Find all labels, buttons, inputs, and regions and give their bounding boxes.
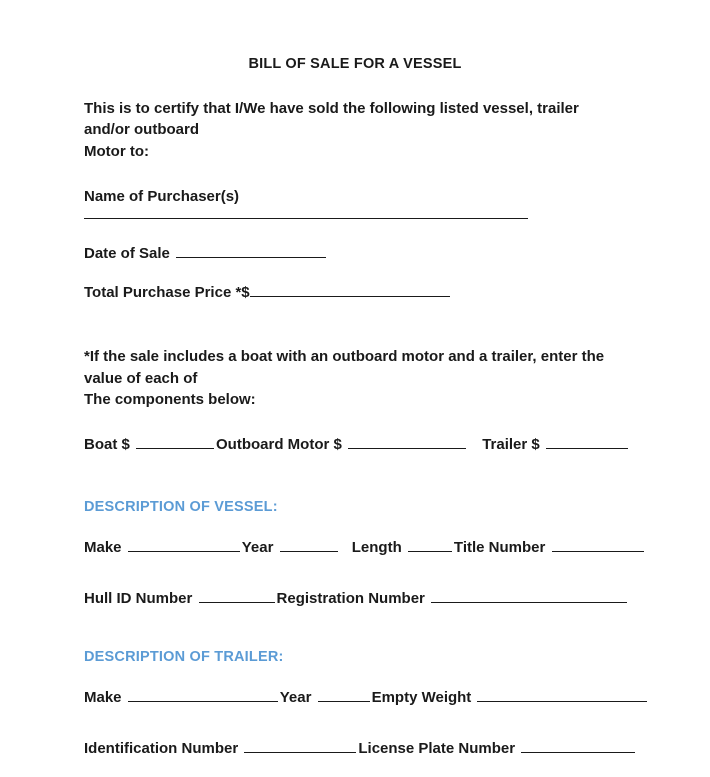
- outboard-label: Outboard Motor $: [216, 436, 342, 454]
- trailer-year-label: Year: [279, 688, 312, 706]
- license-plate-label: License Plate Number: [358, 739, 516, 757]
- identification-number-label: Identification Number: [84, 739, 239, 757]
- intro-paragraph-line1: This is to certify that I/We have sold the following listed vessel, trailer and/or outboard: [84, 100, 579, 139]
- vessel-title-number-field[interactable]: [552, 551, 644, 552]
- trailer-label: Trailer $: [482, 436, 540, 454]
- identification-number-field[interactable]: [244, 752, 356, 753]
- boat-value-field[interactable]: [136, 448, 214, 449]
- intro-paragraph-line2: Motor to:: [84, 142, 149, 160]
- spacer: [84, 304, 626, 346]
- trailer-make-field[interactable]: [128, 701, 278, 702]
- trailer-make-label: Make: [84, 688, 122, 706]
- spacer: [84, 556, 626, 590]
- license-plate-field[interactable]: [521, 752, 635, 753]
- spacer: [84, 706, 626, 740]
- vessel-hull-row: [84, 590, 626, 607]
- vessel-year-label: Year: [241, 538, 274, 556]
- trailer-empty-weight-label: Empty Weight: [371, 688, 472, 706]
- document-body: [0, 98, 710, 757]
- boat-label: Boat $: [84, 436, 130, 454]
- spacer: [84, 607, 626, 649]
- spacer: [84, 665, 626, 689]
- date-of-sale-label: Date of Sale: [84, 245, 170, 263]
- hull-id-field[interactable]: [199, 602, 275, 603]
- total-price-label: Total Purchase Price *$: [84, 283, 250, 301]
- date-of-sale-row: [84, 243, 626, 266]
- total-price-field[interactable]: [250, 296, 450, 297]
- date-of-sale-field[interactable]: [176, 257, 326, 258]
- purchaser-label: Name of Purchaser(s): [84, 187, 240, 205]
- vessel-year-field[interactable]: [280, 551, 338, 552]
- outboard-value-field[interactable]: [348, 448, 466, 449]
- vessel-section-heading: DESCRIPTION OF VESSEL:: [84, 498, 278, 515]
- components-row: [84, 434, 626, 457]
- registration-number-label: Registration Number: [276, 589, 425, 607]
- vessel-make-field[interactable]: [128, 551, 240, 552]
- spacer: [84, 266, 626, 282]
- hull-id-label: Hull ID Number: [84, 589, 193, 607]
- vessel-details-row: [84, 539, 626, 556]
- spacer: [84, 162, 626, 186]
- trailer-value-field[interactable]: [546, 448, 628, 449]
- spacer: [84, 219, 626, 243]
- spacer: [84, 410, 626, 434]
- vessel-title-number-label: Title Number: [453, 538, 546, 556]
- vessel-length-field[interactable]: [408, 551, 452, 552]
- trailer-year-field[interactable]: [318, 701, 370, 702]
- trailer-empty-weight-field[interactable]: [477, 701, 647, 702]
- trailer-details-row: [84, 689, 626, 706]
- spacer: [84, 515, 626, 539]
- trailer-section-heading: DESCRIPTION OF TRAILER:: [84, 648, 284, 665]
- trailer-id-row: [84, 740, 626, 757]
- total-price-row: [84, 282, 626, 305]
- note-line1: *If the sale includes a boat with an outboard motor and a trailer, enter the value of each of: [84, 348, 605, 387]
- spacer: [84, 457, 626, 499]
- vessel-length-label: Length: [351, 538, 402, 556]
- registration-number-field[interactable]: [431, 602, 627, 603]
- page-title: BILL OF SALE FOR A VESSEL: [248, 56, 462, 72]
- note-line2: The components below:: [84, 390, 256, 408]
- vessel-make-label: Make: [84, 538, 122, 556]
